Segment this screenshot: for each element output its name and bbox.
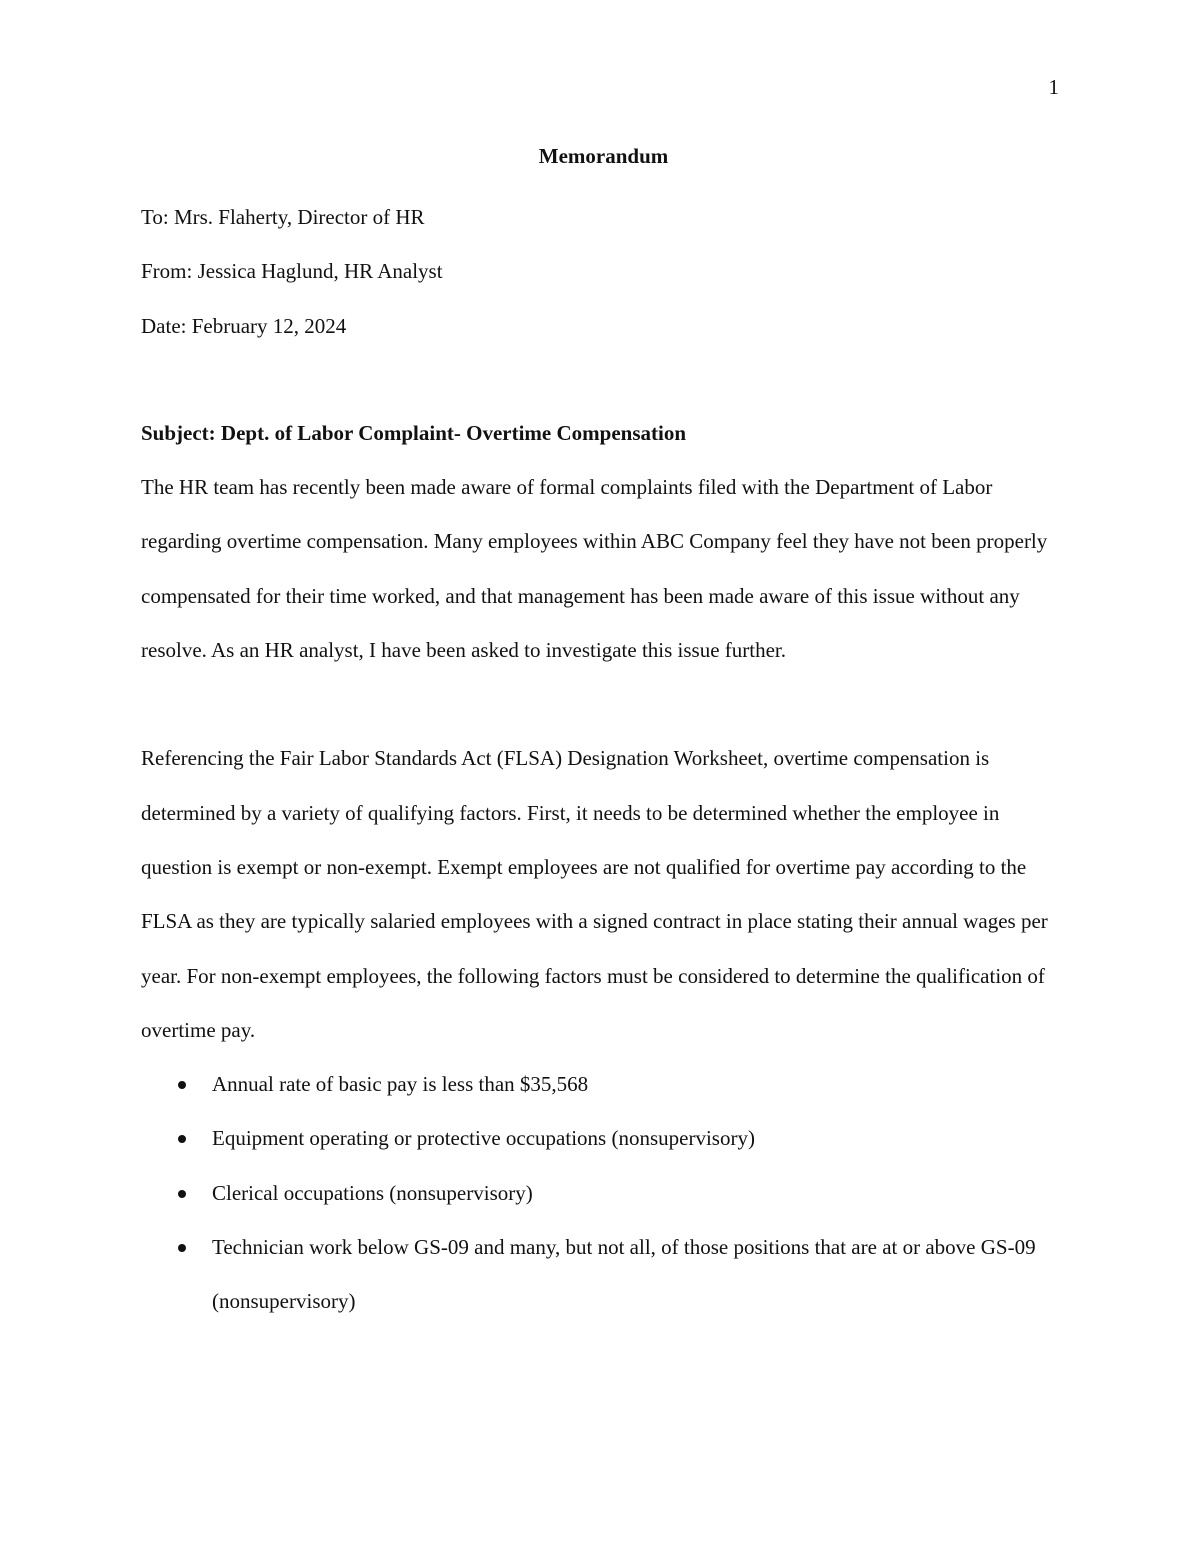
memo-header [141, 176, 1066, 353]
list-item-text: Annual rate of basic pay is less than $35,568 [212, 1072, 589, 1097]
memo-date-line: Date: February 12, 2024 [141, 313, 347, 338]
paragraph-intro: The HR team has recently been made aware of formal complaints filed with the Department of Labor regarding overtime compensation. Many employees within ABC Company feel they have not been properly compensated for their time worked, and that management has been made aware of this issue without any resolve. As an HR analyst, I have been asked to investigate this issue further. [141, 475, 1048, 663]
list-item [141, 1111, 1066, 1165]
bullet-icon [178, 1244, 186, 1252]
list-item [141, 1057, 1066, 1111]
memo-body [141, 136, 1066, 1329]
list-item-text: Technician work below GS-09 and many, but not all, of those positions that are at or above GS-09 (nonsupervisory) [212, 1235, 1036, 1314]
list-item [141, 1220, 1066, 1329]
bullet-icon [178, 1190, 186, 1198]
list-item-text: Clerical occupations (nonsupervisory) [212, 1180, 533, 1205]
bullet-icon [178, 1135, 186, 1143]
list-item-text: Equipment operating or protective occupations (nonsupervisory) [212, 1126, 755, 1151]
memo-from-line: From: Jessica Haglund, HR Analyst [141, 259, 443, 284]
paragraph-flsa: Referencing the Fair Labor Standards Act (FLSA) Designation Worksheet, overtime compensation is determined by a variety of qualifying factors. First, it needs to be determined whether the employee in question is exempt or non-exempt. Exempt employees are not qualified for overtime pay according to the FLSA as they are typically salaried employees with a signed contract in place stating their annual wages per year. For non-exempt employees, the following factors must be considered to determine the qualification of overtime pay. [141, 746, 1048, 1042]
memo-subject: Subject: Dept. of Labor Complaint- Overtime Compensation [141, 420, 686, 445]
list-item [141, 1166, 1066, 1220]
bullet-icon [178, 1081, 186, 1089]
page-number: 1 [1048, 75, 1059, 99]
overtime-factors-list [141, 1057, 1066, 1328]
memo-to-line: To: Mrs. Flaherty, Director of HR [141, 205, 425, 229]
memo-title: Memorandum [538, 144, 669, 168]
